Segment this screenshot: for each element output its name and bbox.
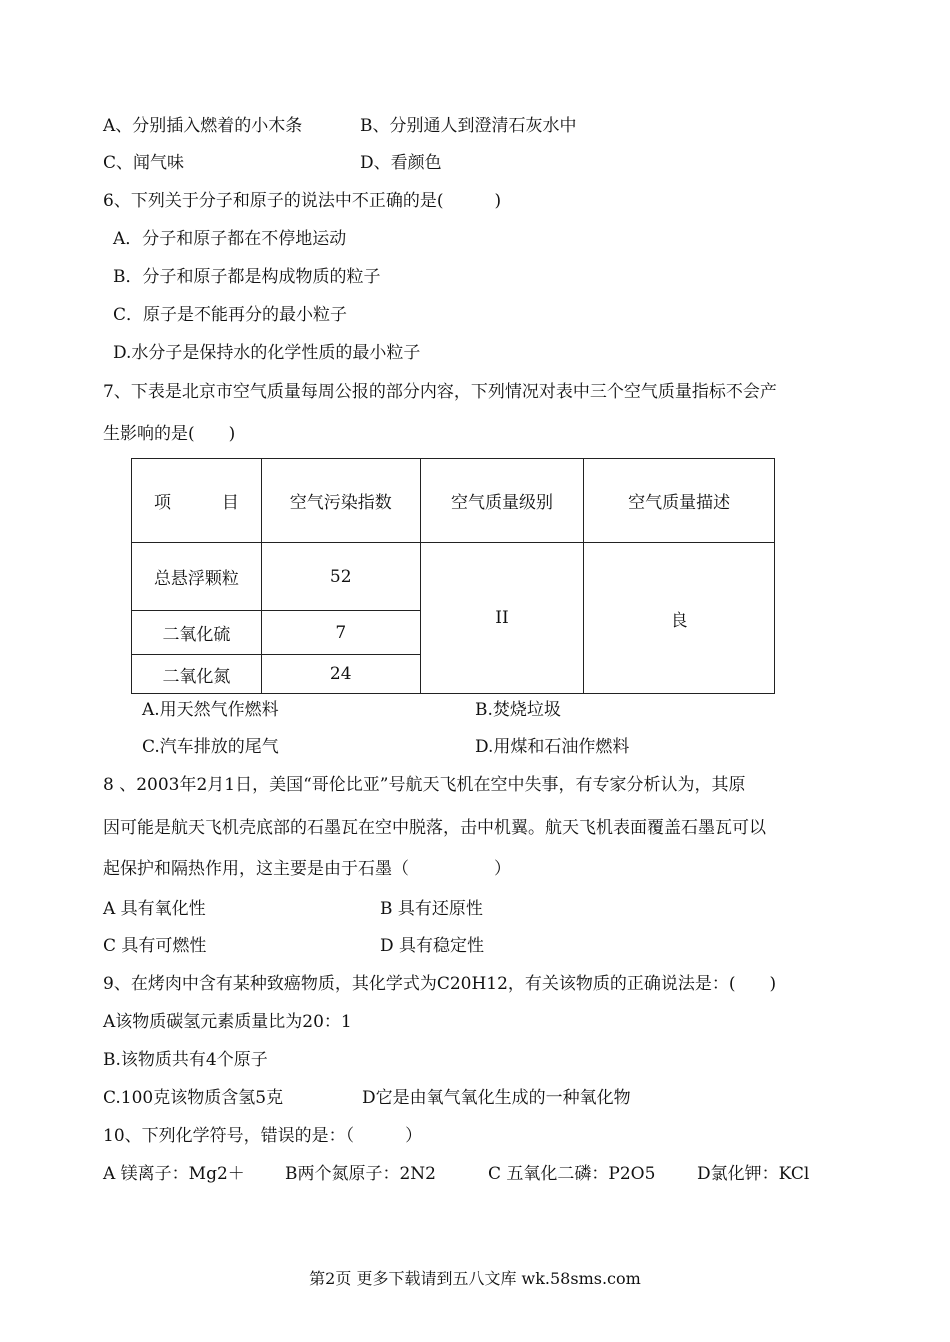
table-header-row — [132, 459, 775, 543]
q8-option-d: D 具有稳定性 — [380, 936, 485, 956]
q10-option-a: A 镁离子：Mg2＋ — [103, 1164, 245, 1184]
q8-option-c: C 具有可燃性 — [103, 936, 207, 956]
q6-option-d: D.水分子是保持水的化学性质的最小粒子 — [113, 343, 421, 363]
q10-option-b: B两个氮原子：2N2 — [285, 1164, 436, 1184]
q8-stem-line2: 因可能是航天飞机壳底部的石墨瓦在空中脱落，击中机翼。航天飞机表面覆盖石墨瓦可以 — [103, 818, 766, 838]
q9-option-c: C.100克该物质含氢5克 — [103, 1088, 284, 1108]
row-item: 总悬浮颗粒 — [132, 543, 262, 611]
q7-stem-line1: 7、下表是北京市空气质量每周公报的部分内容，下列情况对表中三个空气质量指标不会产 — [103, 382, 777, 402]
q5-option-d: D、看颜色 — [360, 153, 442, 173]
q6-stem: 6、下列关于分子和原子的说法中不正确的是( ) — [103, 191, 502, 211]
q5-option-c: C、闻气味 — [103, 153, 185, 173]
q5-option-a: A、分别插入燃着的小木条 — [103, 116, 303, 136]
q8-stem-line1: 8 、2003年2月1日，美国“哥伦比亚”号航天飞机在空中失事，有专家分析认为，其原 — [103, 775, 746, 795]
table-row — [132, 543, 775, 611]
q9-stem: 9、在烤肉中含有某种致癌物质，其化学式为C20H12，有关该物质的正确说法是：( ) — [103, 974, 777, 994]
q10-option-c: C 五氧化二磷：P2O5 — [488, 1164, 656, 1184]
q7-option-a: A.用天然气作燃料 — [142, 700, 279, 720]
row-item: 二氧化氮 — [132, 655, 262, 694]
q8-option-b: B 具有还原性 — [380, 899, 483, 919]
header-item: 项 目 — [132, 459, 262, 543]
row-item: 二氧化硫 — [132, 611, 262, 655]
q9-option-d: D它是由氧气氧化生成的一种氧化物 — [362, 1088, 631, 1108]
row-index: 24 — [261, 655, 420, 694]
q7-option-c: C.汽车排放的尾气 — [142, 737, 279, 757]
q9-option-b: B.该物质共有4个原子 — [103, 1050, 268, 1070]
q8-stem-line3: 起保护和隔热作用，这主要是由于石墨（ ） — [103, 859, 511, 879]
q7-stem-line2: 生影响的是( ) — [103, 424, 236, 444]
header-level: 空气质量级别 — [420, 459, 584, 543]
page-footer: 第2页 更多下载请到五八文库 wk.58sms.com — [309, 1269, 641, 1288]
q8-option-a: A 具有氧化性 — [103, 899, 206, 919]
air-quality-description: 良 — [584, 543, 775, 694]
header-index: 空气污染指数 — [261, 459, 420, 543]
q7-option-b: B.焚烧垃圾 — [475, 700, 561, 720]
q10-stem: 10、下列化学符号，错误的是：（ ） — [103, 1126, 423, 1146]
q6-option-b: B．分子和原子都是构成物质的粒子 — [113, 267, 381, 287]
q9-option-a: A该物质碳氢元素质量比为20：1 — [103, 1012, 352, 1032]
air-quality-level: II — [420, 543, 584, 694]
header-description: 空气质量描述 — [584, 459, 775, 543]
q6-option-a: A．分子和原子都在不停地运动 — [113, 229, 347, 249]
q10-option-d: D氯化钾：KCl — [697, 1164, 810, 1184]
q5-option-b: B、分别通人到澄清石灰水中 — [360, 116, 577, 136]
q6-option-c: C．原子是不能再分的最小粒子 — [113, 305, 348, 325]
q7-option-d: D.用煤和石油作燃料 — [475, 737, 630, 757]
row-index: 52 — [261, 543, 420, 611]
air-quality-table — [131, 458, 775, 694]
row-index: 7 — [261, 611, 420, 655]
